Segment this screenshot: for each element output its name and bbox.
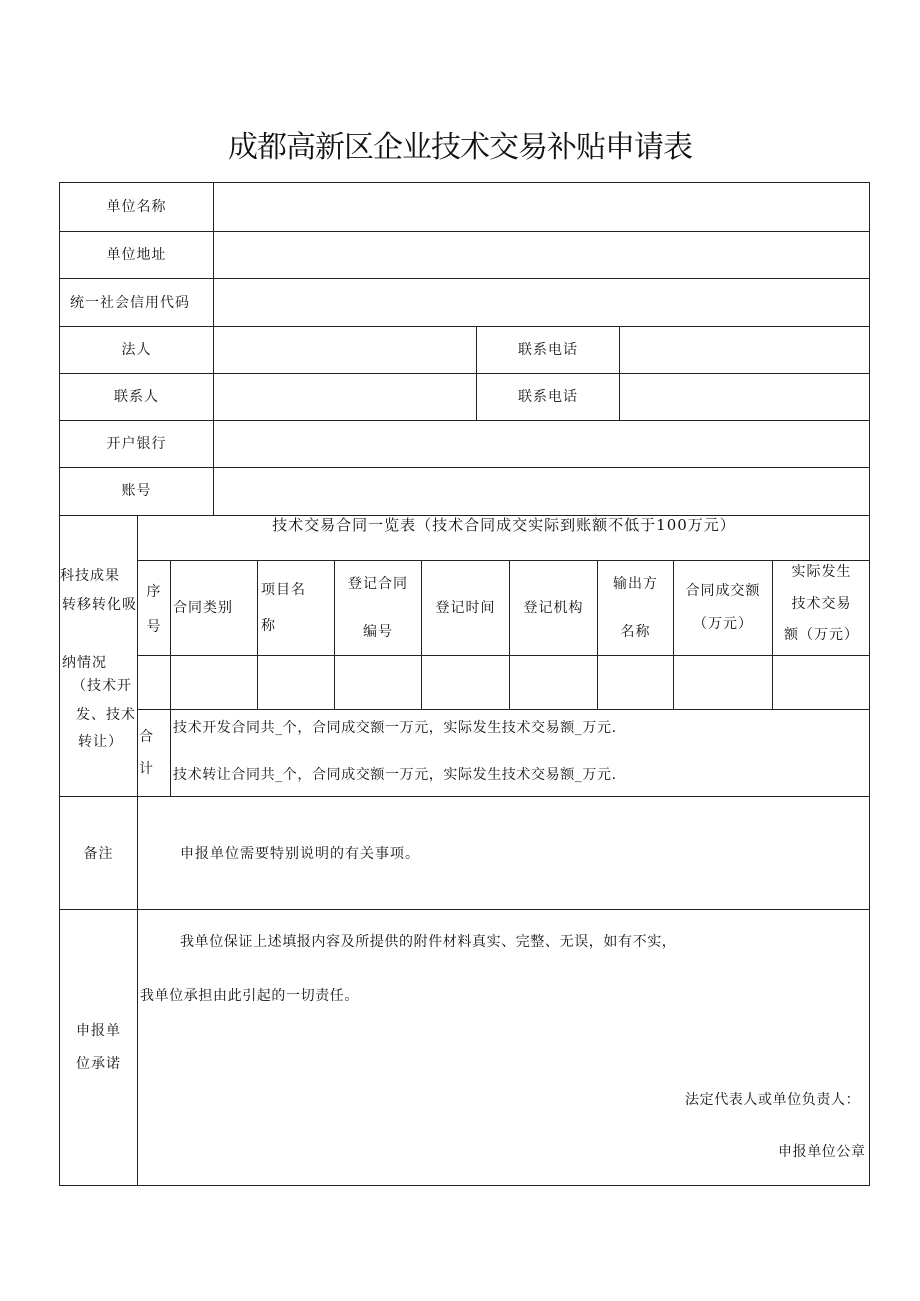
col-header-exporter-name: 输出方 bbox=[613, 576, 658, 592]
col-header-exporter-name: 名称 bbox=[620, 624, 651, 640]
contact-person-field[interactable] bbox=[214, 374, 476, 420]
col-header-registration-date: 登记时间 bbox=[435, 600, 496, 616]
contact-person-label: 联系人 bbox=[114, 389, 159, 405]
signature-label: 法定代表人或单位负责人： bbox=[685, 1092, 861, 1108]
col-header-project-name: 称 bbox=[261, 618, 276, 634]
total-label: 计 bbox=[139, 761, 154, 777]
row-divider bbox=[59, 796, 870, 797]
contact-phone-label: 联系电话 bbox=[518, 389, 578, 405]
row-divider bbox=[137, 560, 870, 561]
col-header-index: 号 bbox=[146, 619, 162, 635]
col-header-registration-no: 登记合同 bbox=[348, 576, 408, 592]
pledge-text-line2: 我单位承担由此引起的一切责任。 bbox=[140, 988, 359, 1004]
contract-table-title: 技术交易合同一览表（技术合同成交实际到账额不低于100万元） bbox=[272, 516, 736, 534]
remarks-text: 申报单位需要特别说明的有关事项。 bbox=[180, 846, 420, 862]
col-header-project-name: 项目名 bbox=[261, 582, 306, 598]
column-divider bbox=[476, 326, 477, 420]
col-header-actual-amount: 技术交易 bbox=[791, 596, 852, 612]
company-name-label: 单位名称 bbox=[106, 199, 167, 215]
row-divider bbox=[59, 909, 870, 910]
tech-section-label: 科技成果 bbox=[60, 568, 120, 584]
col-header-contract-type: 合同类别 bbox=[173, 600, 233, 616]
tech-section-label: 转让） bbox=[78, 734, 123, 750]
tech-section-label: （技术开 bbox=[72, 678, 132, 694]
col-header-actual-amount: 实际发生 bbox=[791, 564, 852, 580]
total-line-development: 技术开发合同共_个，合同成交额一万元，实际发生技术交易额_万元. bbox=[173, 720, 617, 736]
contract-data-row[interactable] bbox=[138, 656, 870, 709]
account-field[interactable] bbox=[214, 468, 869, 515]
credit-code-label: 统一社会信用代码 bbox=[70, 295, 190, 311]
bank-label: 开户银行 bbox=[106, 436, 167, 452]
legal-person-label: 法人 bbox=[121, 342, 152, 358]
pledge-label: 申报单 bbox=[76, 1023, 121, 1039]
col-header-contract-amount: 合同成交额 bbox=[685, 583, 761, 599]
col-header-index: 序 bbox=[146, 584, 162, 600]
legal-person-phone-field[interactable] bbox=[620, 327, 869, 373]
remarks-label: 备注 bbox=[83, 846, 114, 862]
legal-person-field[interactable] bbox=[214, 327, 476, 373]
col-header-contract-amount: （万元） bbox=[693, 616, 753, 632]
tech-section-label: 转移转化吸 bbox=[62, 597, 137, 613]
account-label: 账号 bbox=[121, 483, 152, 499]
contact-phone-label: 联系电话 bbox=[518, 342, 578, 358]
page-title: 成都高新区企业技术交易补贴申请表 bbox=[228, 130, 692, 165]
company-address-label: 单位地址 bbox=[106, 247, 167, 263]
row-divider bbox=[137, 709, 870, 710]
seal-label: 申报单位公章 bbox=[778, 1144, 866, 1160]
tech-section-label: 纳情况 bbox=[62, 655, 107, 671]
company-name-field[interactable] bbox=[214, 183, 869, 231]
company-address-field[interactable] bbox=[214, 232, 869, 278]
pledge-label: 位承诺 bbox=[76, 1056, 121, 1072]
contact-phone-field[interactable] bbox=[620, 374, 869, 420]
pledge-text-line1: 我单位保证上述填报内容及所提供的附件材料真实、完整、无误，如有不实， bbox=[180, 934, 677, 950]
tech-section-label: 发、技术 bbox=[76, 707, 136, 723]
col-header-registration-agency: 登记机构 bbox=[523, 600, 584, 616]
total-label: 合 bbox=[139, 729, 154, 745]
credit-code-field[interactable] bbox=[214, 279, 869, 326]
col-header-actual-amount: 额（万元） bbox=[784, 627, 859, 643]
bank-field[interactable] bbox=[214, 421, 869, 467]
total-line-transfer: 技术转让合同共_个，合同成交额一万元，实际发生技术交易额_万元. bbox=[173, 767, 617, 783]
col-header-registration-no: 编号 bbox=[363, 624, 393, 640]
column-divider bbox=[137, 515, 138, 1186]
